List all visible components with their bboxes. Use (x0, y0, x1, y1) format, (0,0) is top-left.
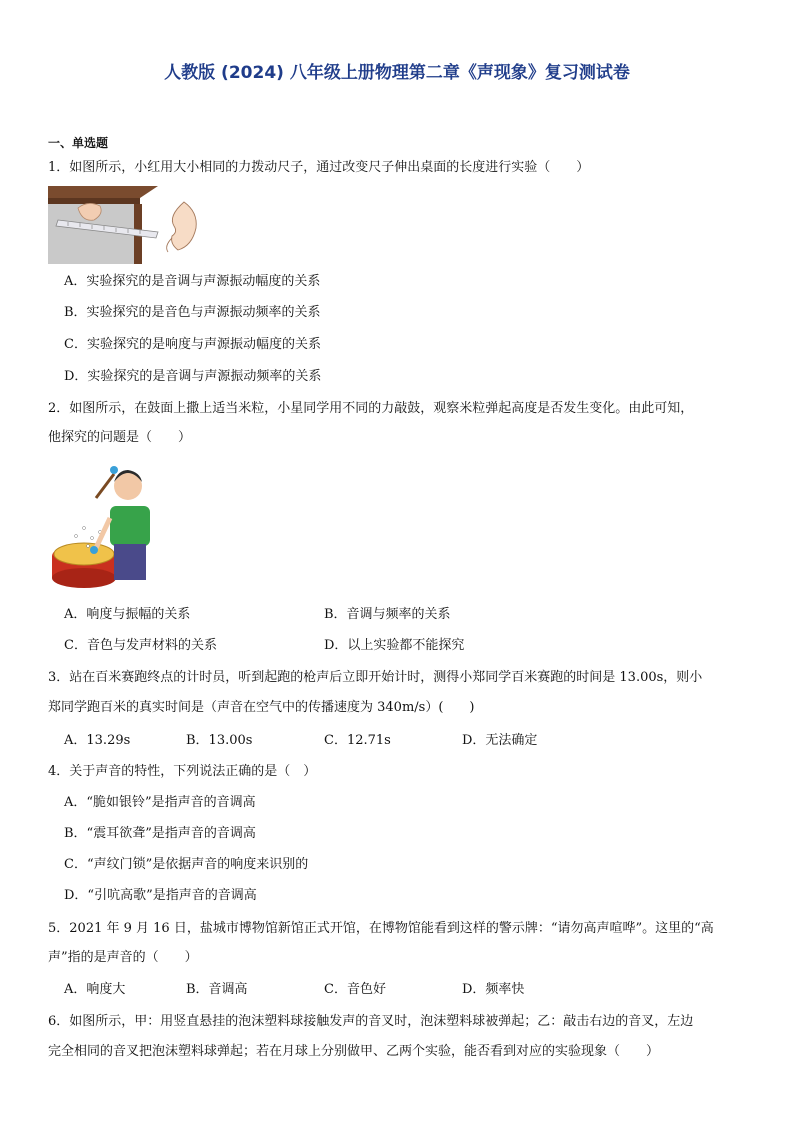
question-5-option-d: D．频率快 (462, 982, 525, 997)
hand-pluck-figure (158, 198, 208, 260)
question-3-option-d: D．无法确定 (462, 733, 538, 748)
question-4-stem: 4．关于声音的特性，下列说法正确的是（ ） (48, 764, 317, 779)
question-2-option-d: D．以上实验都不能探究 (324, 638, 465, 653)
question-5-stem-line-2: 声”指的是声音的（ ） (48, 950, 198, 965)
question-3-option-a: A．13.29s (64, 733, 131, 748)
question-5-option-a: A．响度大 (64, 982, 126, 997)
section-heading: 一、单选题 (48, 136, 109, 150)
question-2-option-a: A．响度与振幅的关系 (64, 607, 191, 622)
question-6-stem-line-1: 6．如图所示，甲：用竖直悬挂的泡沫塑料球接触发声的音叉时，泡沫塑料球被弹起；乙：敲击右边的音叉，左边 (48, 1014, 694, 1029)
question-3-stem-line-2: 郑同学跑百米的真实时间是（声音在空气中的传播速度为 340m/s）( ) (48, 700, 475, 715)
question-5-option-b: B．音调高 (186, 982, 248, 997)
question-2-option-b: B．音调与频率的关系 (324, 607, 451, 622)
question-6-stem-line-2: 完全相同的音叉把泡沫塑料球弹起；若在月球上分别做甲、乙两个实验，能否看到对应的实验现象（ ） (48, 1044, 660, 1059)
question-3-option-b: B．13.00s (186, 733, 253, 748)
drum-experiment-figure (48, 456, 160, 592)
question-4-option-c: C．“声纹门锁”是依据声音的响度来识别的 (64, 857, 309, 872)
question-4-option-d: D．“引吭高歌”是指声音的音调高 (64, 888, 257, 903)
question-5-option-c: C．音色好 (324, 982, 386, 997)
question-4-option-a: A．“脆如银铃”是指声音的音调高 (64, 795, 256, 810)
question-3-stem-line-1: 3．站在百米赛跑终点的计时员，听到起跑的枪声后立即开始计时，测得小郑同学百米赛跑的时间是 13.00s，则小 (48, 670, 703, 685)
question-1-option-a: A．实验探究的是音调与声源振动幅度的关系 (64, 274, 321, 289)
question-2-option-c: C．音色与发声材料的关系 (64, 638, 217, 653)
question-4-option-b: B．“震耳欲聋”是指声音的音调高 (64, 826, 256, 841)
question-2-stem-line-2: 他探究的问题是（ ） (48, 430, 192, 445)
question-5-stem-line-1: 5．2021 年 9 月 16 日，盐城市博物馆新馆正式开馆，在博物馆能看到这样的警示牌：“请勿高声喧哗”。这里的“高 (48, 921, 714, 936)
ruler-experiment-figure (48, 186, 168, 264)
page-title: 人教版 (2024) 八年级上册物理第二章《声现象》复习测试卷 (164, 63, 630, 83)
question-1-option-c: C．实验探究的是响度与声源振动幅度的关系 (64, 337, 321, 352)
question-2-stem-line-1: 2．如图所示，在鼓面上撒上适当米粒，小星同学用不同的力敲鼓，观察米粒弹起高度是否发生变化。由此可知， (48, 401, 694, 416)
question-3-option-c: C．12.71s (324, 733, 391, 748)
question-1-option-d: D．实验探究的是音调与声源振动频率的关系 (64, 369, 322, 384)
question-1-stem: 1．如图所示，小红用大小相同的力拨动尺子，通过改变尺子伸出桌面的长度进行实验（ ） (48, 160, 590, 175)
question-1-option-b: B．实验探究的是音色与声源振动频率的关系 (64, 305, 321, 320)
